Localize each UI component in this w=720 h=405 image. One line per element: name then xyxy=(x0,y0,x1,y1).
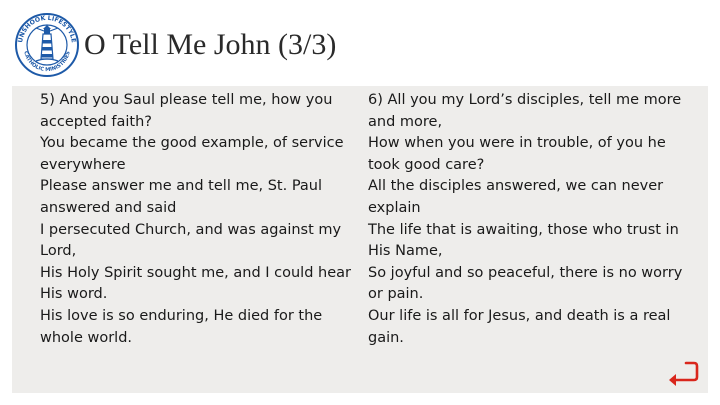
return-arrow-icon[interactable] xyxy=(666,360,700,386)
right-column xyxy=(368,90,698,349)
text-line: answered and said xyxy=(40,199,177,216)
text-line: The life that is awaiting, those who trust in xyxy=(368,221,679,238)
text-line: His Name, xyxy=(368,243,443,260)
text-line: explain xyxy=(368,199,421,216)
lighthouse-icon xyxy=(12,10,82,80)
text-line: whole world. xyxy=(40,329,133,346)
left-column xyxy=(40,90,366,349)
text-line: His love is so enduring, He died for the xyxy=(40,307,323,324)
logo-ring-text-bottom: CATHOLIC MINISTRIES xyxy=(22,50,72,74)
text-line: I persecuted Church, and was against my xyxy=(40,221,342,238)
text-line: How when you were in trouble, of you he xyxy=(368,135,666,152)
text-line: Lord, xyxy=(40,243,77,260)
slide xyxy=(12,8,708,393)
page-title: O Tell Me John (3/3) xyxy=(84,28,337,61)
text-line: His word. xyxy=(40,286,108,303)
text-line: His Holy Spirit sought me, and I could hear xyxy=(40,264,351,281)
text-line: Our life is all for Jesus, and death is a real xyxy=(368,307,671,324)
text-line: and more, xyxy=(368,113,443,130)
text-line: accepted faith? xyxy=(40,113,152,130)
text-line: Please answer me and tell me, St. Paul xyxy=(40,178,323,195)
text-line: All the disciples answered, we can never xyxy=(368,178,664,195)
logo-ring-text-top: UNSHOOK LIFESTYLE xyxy=(17,14,77,44)
text-line: or pain. xyxy=(368,286,424,303)
text-line: everywhere xyxy=(40,156,126,173)
title-bar xyxy=(12,8,708,86)
text-line: 6) All you my Lord’s disciples, tell me more xyxy=(368,92,682,108)
text-line: took good care? xyxy=(368,156,485,173)
text-line: You became the good example, of service xyxy=(40,135,344,152)
text-line: So joyful and so peaceful, there is no worry xyxy=(368,264,683,281)
text-line: 5) And you Saul please tell me, how you xyxy=(40,92,333,108)
text-line: gain. xyxy=(368,329,404,346)
